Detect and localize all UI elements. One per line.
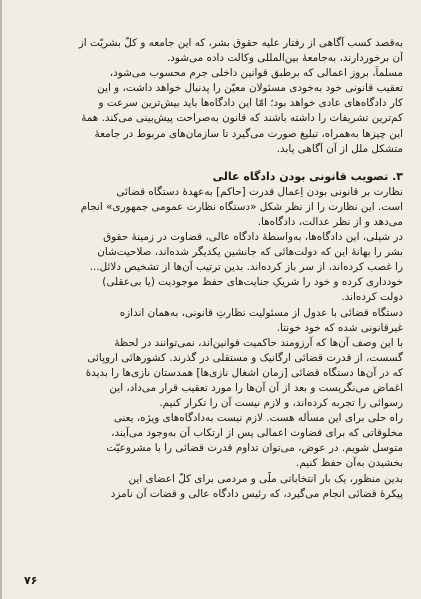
text-line: متشکل ملل از آن آگاهی یابد. <box>276 142 403 155</box>
text-line: راه حلی برای این مسأله هست. لازم نیست به‌دادگاه‌های ویژه، یعنی <box>113 412 403 425</box>
text-line: دولت کرده‌اند. <box>341 291 403 304</box>
text-line: کم‌ترین تشریفات را داشته باشند که قانون به‌صراحت پیش‌بینی می‌کند. همهٔ <box>81 112 403 125</box>
paragraph-4 <box>24 230 403 305</box>
text-line: پیکرهٔ قضائی انجام می‌گیرد، که رئیس دادگاه عالی و قضات آن نامزد <box>110 487 403 500</box>
text-line: می‌دهد و از نظر عدالت، دادگاه‌ها. <box>257 215 403 228</box>
paragraph-1 <box>24 36 403 66</box>
text-line: غیرقانونی شده که خود خونتا. <box>276 321 403 334</box>
text-line: رسوائی را تجربه کرده‌اند، و لازم نیست آن را تکرار کنیم. <box>159 397 403 410</box>
text-line: بخشیدن به‌آن حفظ کنیم. <box>296 457 403 470</box>
text-line: به‌قصد کسب آگاهی از رفتار علیه حقوق بشر، که این جامعه و کلّ بشریّت از <box>78 37 403 49</box>
body-text <box>24 36 403 502</box>
text-line: مسلماً، بروز اعمالی که برطبق قوانین داخلی جرم محسوب می‌شود، <box>109 67 403 80</box>
text-line: بشر را بهانهٔ این که دولت‌هائی که جانشین یکدیگر شده‌اند، صلاحیت‌شان <box>97 246 403 259</box>
paragraph-2 <box>24 66 403 157</box>
text-line: مخلوقاتی که برای قضاوت اعمالی پس از ارتکاب آن به‌وجود می‌آیند، <box>111 427 403 440</box>
text-line: است. این نظارت را از نظر شکل «دستگاه نظارت عمومی جمهوری» انجام <box>80 200 403 213</box>
section-heading: ۳. تصویب قانونی بودن دادگاه عالی <box>212 169 403 183</box>
text-line: اغماض می‌نگریست و بعد از آن آن‌ها را مورد تعقیب قرار می‌داد، این <box>109 381 403 394</box>
paragraph-3 <box>24 185 403 230</box>
text-line: با این وصف آن‌ها که آرزومند حاکمیت قوانین‌اند، نمی‌توانند در لحظهٔ <box>114 336 403 349</box>
text-line: کار دادگاه‌های عادی خواهد بود؛ امّا این دادگاه‌ها باید بیش‌ترین سرعت و <box>98 97 403 110</box>
page-number: ۷۶ <box>24 574 38 587</box>
paragraph-7 <box>24 411 403 471</box>
text-line: نظارت بر قانونی بودن اِعمال قدرت [حاکم] به‌عهدهٔ دستگاه قضائی <box>116 185 403 198</box>
paragraph-6 <box>24 336 403 411</box>
paragraph-5 <box>24 306 403 336</box>
text-line: آن برخوردارند، به‌جامعهٔ بین‌المللی وکالت داده می‌شود. <box>166 52 403 65</box>
text-line: را غصب کرده‌اند، از سر باز کرده‌اند. بدین ترتیب آن‌ها از تشخیص دلائل... <box>89 261 403 274</box>
text-line: در شیلی، این دادگاه‌ها، به‌واسطهٔ دادگاه عالی، قضاوت در زمینهٔ حقوق <box>103 231 403 244</box>
text-line: که در آن‌ها دستگاه قضائی [زمان اشغال نازی‌ها] همدستان نازی‌ها را بدیدهٔ <box>85 366 403 379</box>
text-line: متوسل شویم. در عوض، می‌توان تداوم قدرت قضائی را با مشروعیّت <box>106 442 403 455</box>
paragraph-8 <box>24 472 403 502</box>
text-line: تعقیب قانونی خود به‌خودی مسئولان معیّن را پدنبال خواهد داشت، و این <box>97 82 403 95</box>
text-line: بدین منظور، یک بار انتخاباتی ملّی و مردمی برای کلّ اعضای این <box>128 472 403 485</box>
text-line: گسست، از قدرت قضائی ارگانیک و مستقلی در گذرند. کشورهائی اروپائی <box>87 351 403 364</box>
text-line: دستگاه قضائی با عدول از مسئولیت نظارتِ قانونی، به‌همان اندازه <box>119 306 403 319</box>
text-line: این چیزها به‌همراه، تبلیغ صورت می‌گیرد تا سازمان‌های مربوط در جامعهٔ <box>94 127 403 140</box>
text-line: خودداری کرده و خود را شریکِ جنایت‌های حفظ موجودیت (یا بی‌عقلی) <box>102 276 403 289</box>
